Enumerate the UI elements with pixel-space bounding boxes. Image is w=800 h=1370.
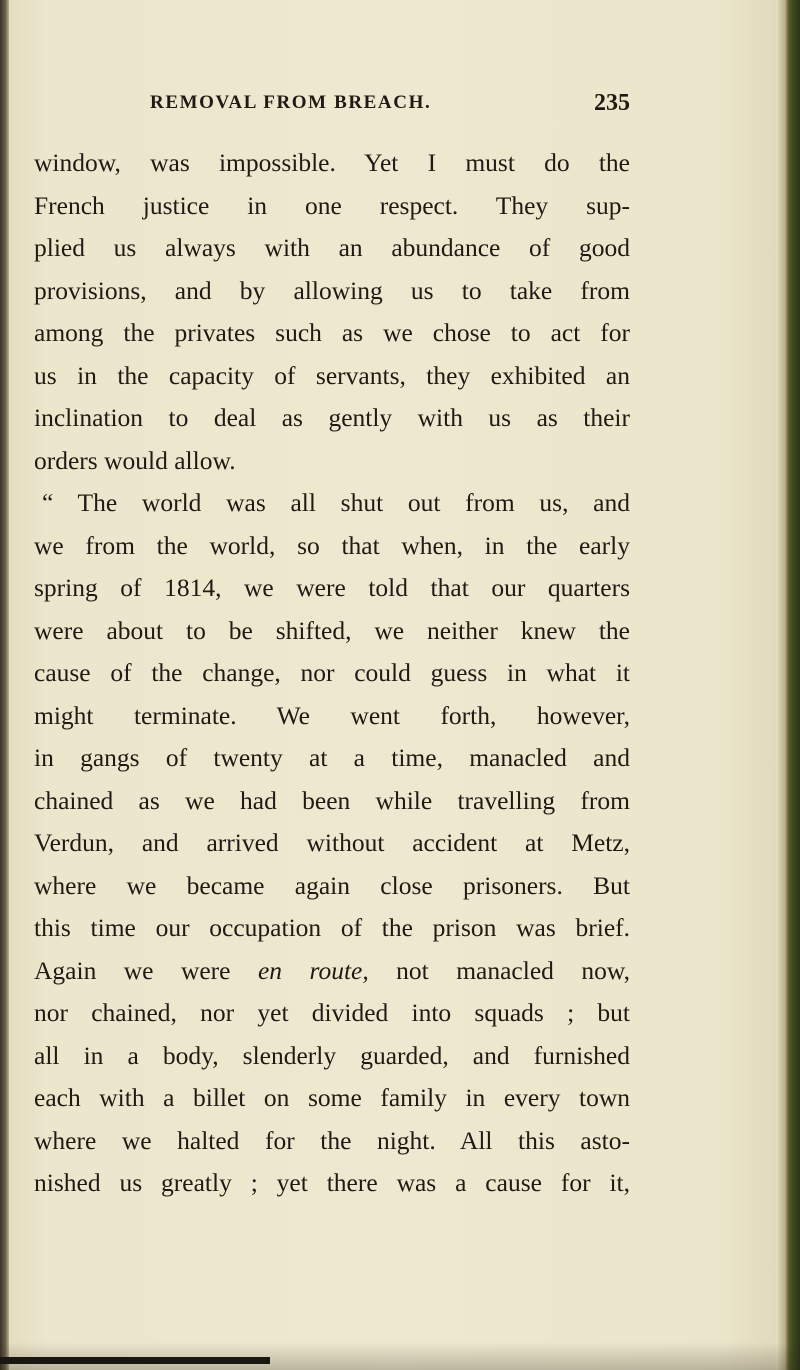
italic-phrase: en route, <box>257 955 369 985</box>
text-line: window, was impossible. Yet I must do the <box>34 148 630 177</box>
text-line: where we became again close prisoners. But <box>34 870 630 900</box>
text-line: where we halted for the night. All this asto- <box>34 1125 630 1155</box>
page-bottom-shadow <box>0 1342 800 1370</box>
page-header <box>150 92 630 122</box>
text-line: inclination to deal as gently with us as their <box>34 403 630 432</box>
text-line: Verdun, and arrived without accident at Metz, <box>34 828 630 857</box>
text-line: all in a body, slenderly guarded, and furnished <box>34 1040 630 1070</box>
text-line: cause of the change, nor could guess in what it <box>34 658 630 687</box>
page-edge <box>776 0 784 1370</box>
text-line: nished us greatly ; yet there was a cause for it, <box>34 1168 630 1197</box>
text-line: orders would allow. <box>34 445 236 475</box>
text-line: us in the capacity of servants, they exhibited an <box>34 360 630 390</box>
page-number: 235 <box>594 90 630 116</box>
text-line: nor chained, nor yet divided into squads ; but <box>34 998 630 1027</box>
text-line: plied us always with an abundance of good <box>34 233 630 262</box>
running-head: REMOVAL FROM BREACH. <box>150 92 432 113</box>
text-line: among the privates such as we chose to act for <box>34 318 630 347</box>
body-text <box>34 142 630 1205</box>
text-line-mixed <box>34 950 630 993</box>
text-line: French justice in one respect. They sup- <box>34 190 630 220</box>
text-line: this time our occupation of the prison was brief. <box>34 913 630 942</box>
text-line: each with a billet on some family in every town <box>34 1083 630 1112</box>
text-line: might terminate. We went forth, however, <box>34 700 630 730</box>
book-cover-edge <box>784 0 800 1370</box>
text-line: “ The world was all shut out from us, and <box>42 488 630 517</box>
text-line: we from the world, so that when, in the early <box>34 530 630 560</box>
text-line: in gangs of twenty at a time, manacled and <box>34 743 630 772</box>
text-line: provisions, and by allowing us to take from <box>34 275 630 305</box>
text-line: were about to be shifted, we neither knew the <box>34 615 630 645</box>
page-gutter-shadow <box>0 0 9 1370</box>
text-line: spring of 1814, we were told that our quarters <box>34 573 630 602</box>
text-line-end: not manacled now, <box>368 955 630 985</box>
text-line-start: Again we were <box>34 955 258 985</box>
page-bottom-rule <box>0 1357 270 1364</box>
text-line: chained as we had been while travelling from <box>34 785 630 815</box>
